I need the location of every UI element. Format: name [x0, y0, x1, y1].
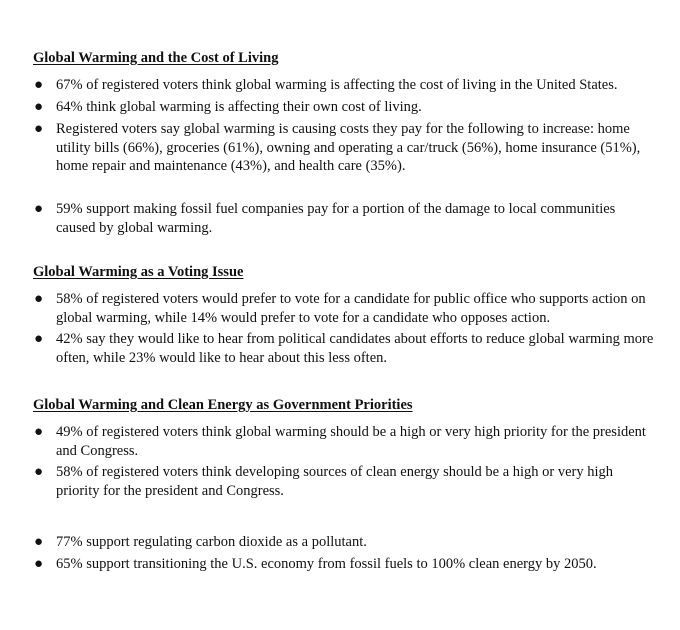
section-heading-cost-of-living: Global Warming and the Cost of Living: [33, 50, 279, 66]
bullet-text: 65% support transitioning the U.S. economy from fossil fuels to 100% clean energy by 2050.: [56, 556, 597, 572]
bullet-text: 58% of registered voters would prefer to vote for a candidate for public office who supports action on global warming, while 14% would prefer to vote for a candidate who opposes action.: [56, 291, 646, 326]
bullet-text: 49% of registered voters think global warming should be a high or very high priority for the president and Congress.: [56, 424, 646, 459]
bullet-dot-icon: ●: [34, 331, 44, 347]
bullet-dot-icon: ●: [34, 556, 44, 572]
bullet-dot-icon: ●: [34, 121, 44, 137]
bullet-dot-icon: ●: [34, 464, 44, 480]
bullet-text: Registered voters say global warming is causing costs they pay for the following to increase: home utility bills (66%), groceries (61%), owning and operating a car/truck (56%), home insurance (51%), home repair and maintenance (43%), and health care (35%).: [56, 121, 641, 174]
bullet-dot-icon: ●: [34, 77, 44, 93]
bullet-text: 58% of registered voters think developing sources of clean energy should be a high or very high priority for the president and Congress.: [56, 464, 614, 499]
bullet-text: 42% say they would like to hear from political candidates about efforts to reduce global warming more often, while 23% would like to hear about this less often.: [56, 331, 654, 366]
bullet-dot-icon: ●: [34, 424, 44, 440]
bullet-dot-icon: ●: [34, 291, 44, 307]
bullet-text: 64% think global warming is affecting their own cost of living.: [56, 99, 422, 115]
bullet-text: 67% of registered voters think global warming is affecting the cost of living in the United States.: [56, 77, 618, 93]
bullet-dot-icon: ●: [34, 201, 44, 217]
section-heading-government-priorities: Global Warming and Clean Energy as Government Priorities: [33, 397, 413, 413]
section-heading-voting-issue: Global Warming as a Voting Issue: [33, 264, 244, 280]
bullet-dot-icon: ●: [34, 99, 44, 115]
bullet-text: 77% support regulating carbon dioxide as a pollutant.: [56, 534, 367, 550]
bullet-text: 59% support making fossil fuel companies pay for a portion of the damage to local communities caused by global warming.: [56, 201, 616, 236]
bullet-dot-icon: ●: [34, 534, 44, 550]
